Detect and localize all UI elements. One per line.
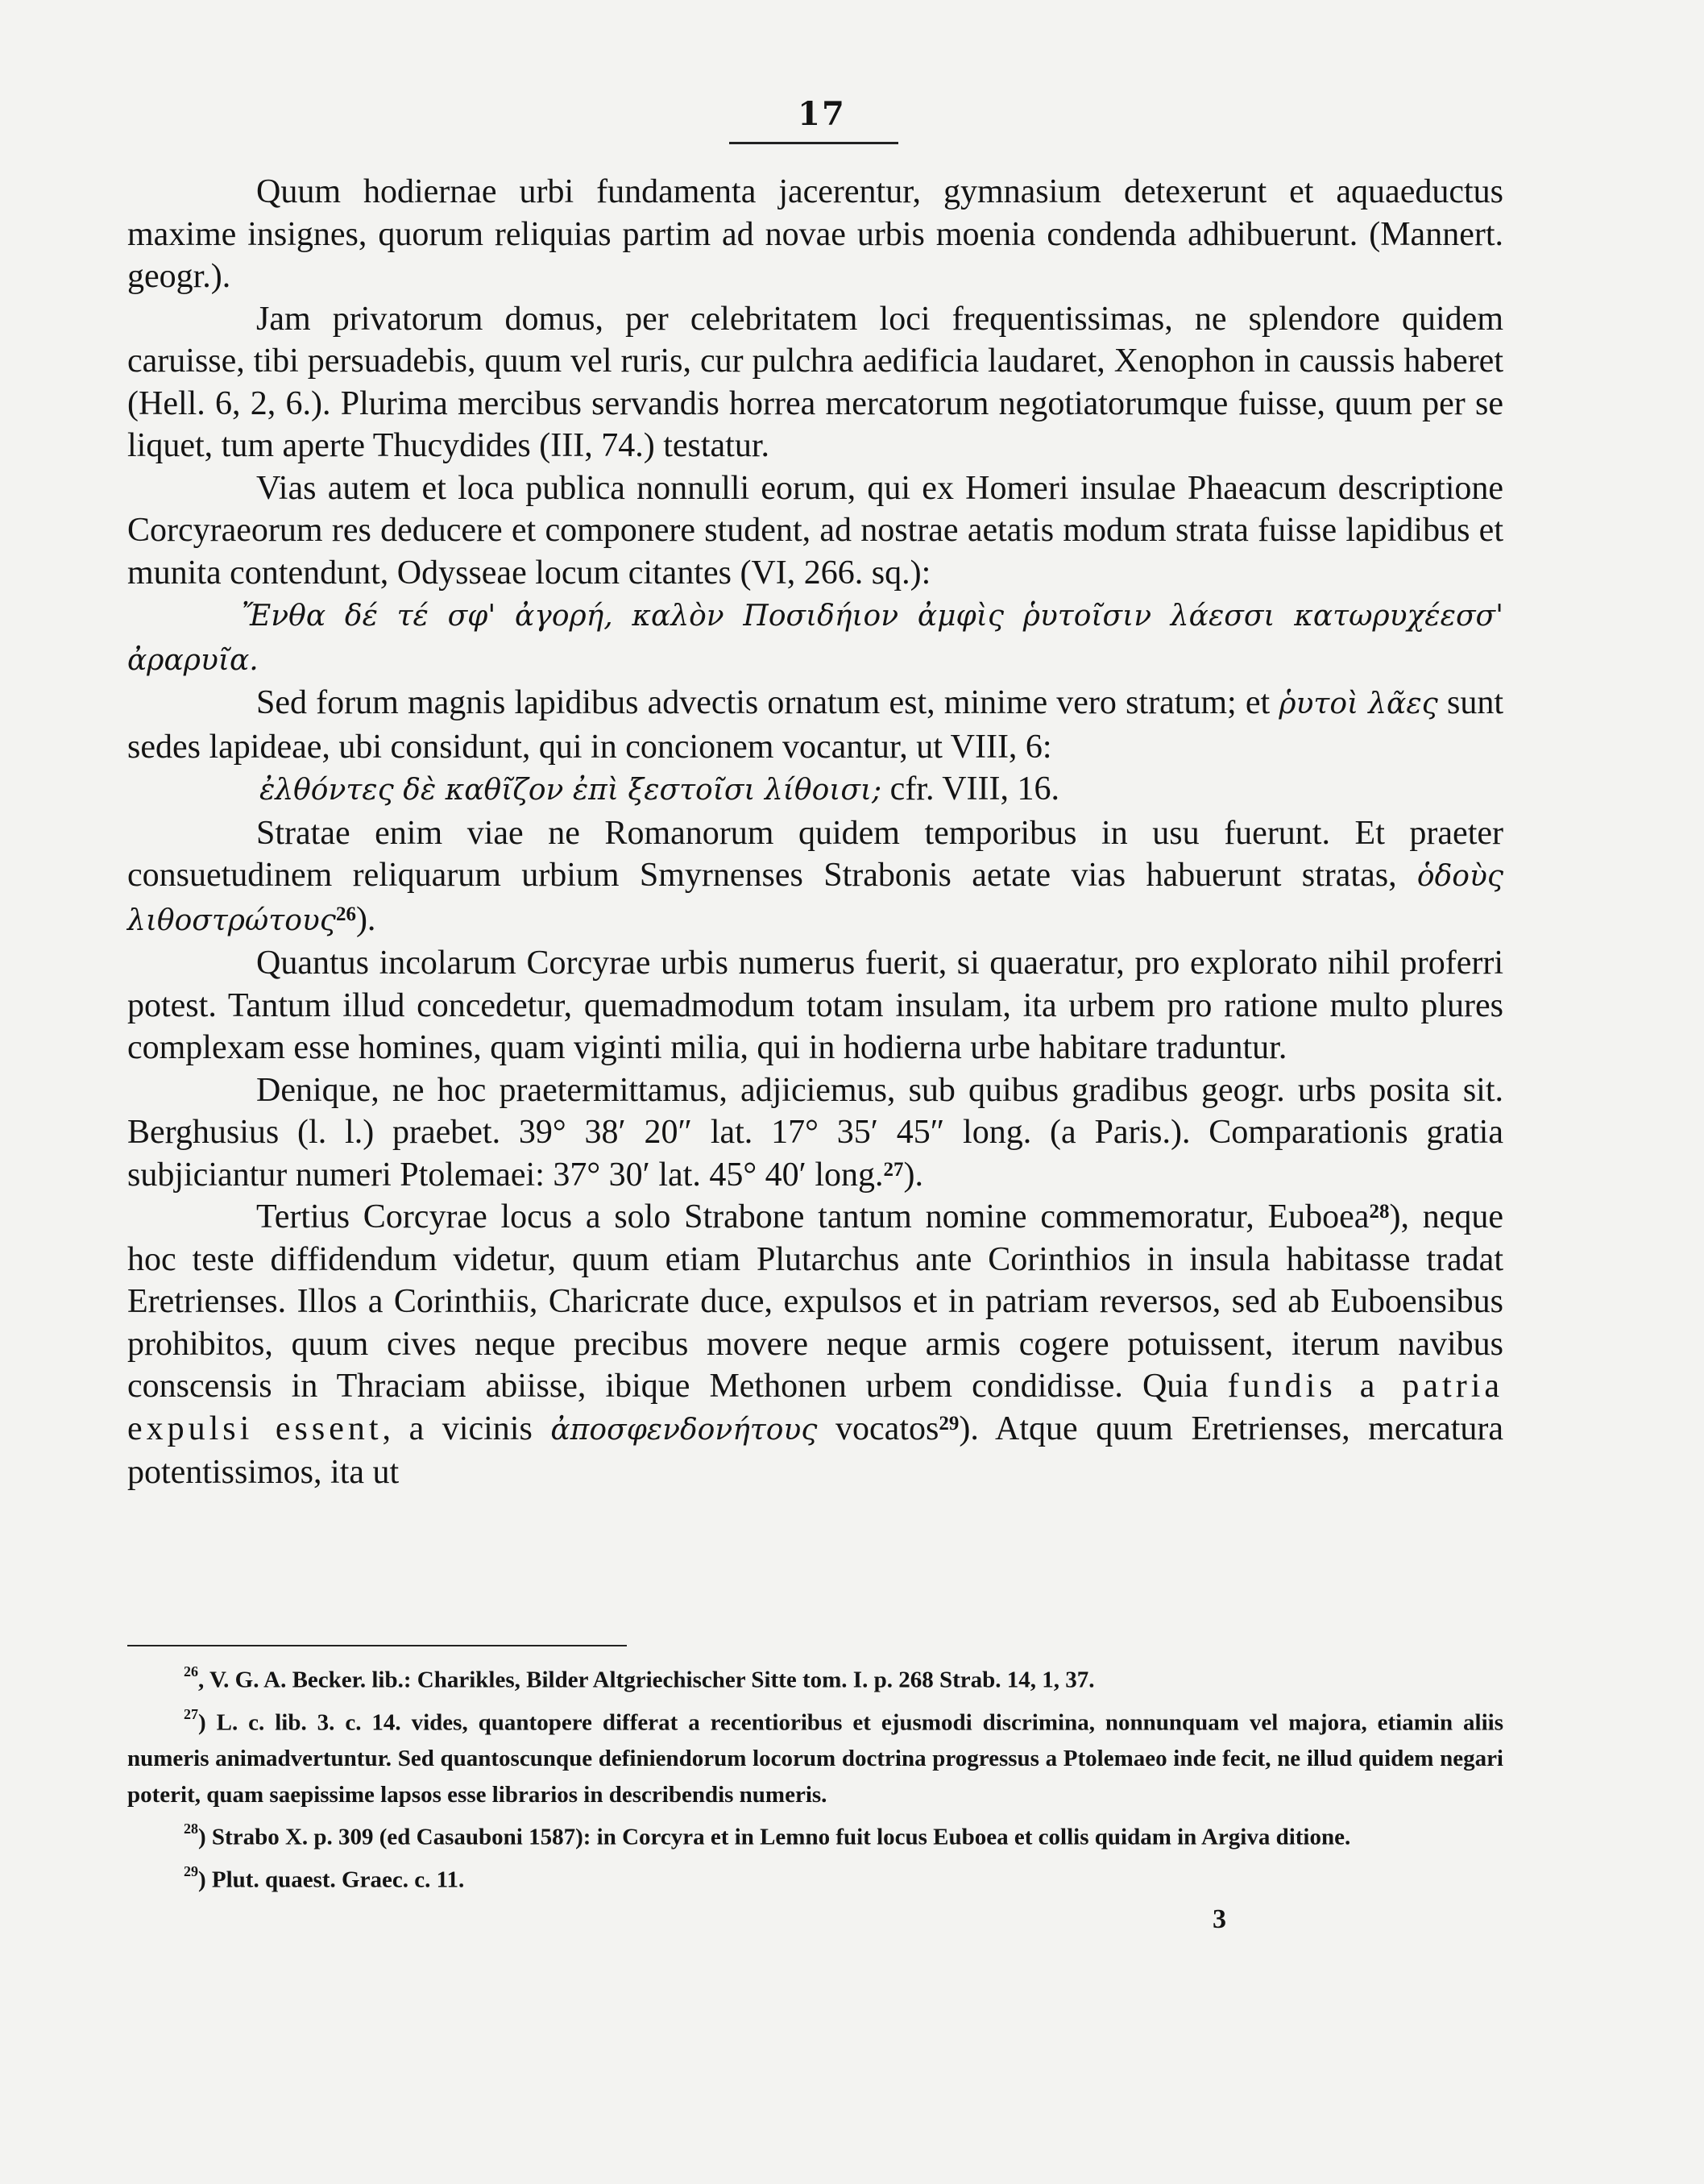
p4-greek-b: ἐλθόντες δὲ καθῖζον ἐπὶ ξεστοῖσι λίθοισι; [259,774,882,807]
p8-text-d: vocatos [835,1410,939,1447]
homer-quote [127,594,1503,682]
paragraph-1: Quum hodiernae urbi fundamenta jacerentur, gymnasium detexerunt et aquaeductus maxime insignes, quorum reliquias partim ad novae urbis moenia condenda adhibuerunt. (Mannert. geogr.). [127,173,1503,295]
footnote-28 [127,1813,1503,1856]
p7-text-a: Denique, ne hoc praetermittamus, adjiciemus, sub quibus gradibus geogr. urbs posita sit. Berghusius (l. l.) praebet. 39° 38′ 20″ lat. 17° 35′ 45″ long. (a Paris.). Comparationis gratia subjiciantur numeri Ptolemaei: 37° 30′ lat. 45° 40′ long. [127,1071,1503,1194]
footnote-num: 26 [184,1663,198,1680]
footnote-29 [127,1856,1503,1899]
p5-text-a: Stratae enim viae ne Romanorum quidem temporibus in usu fuerunt. Et praeter consuetudinem reliquarum urbium Smyrnenses Strabonis aetate vias habuerunt stratas, [127,814,1503,894]
p8-text-b: ), neque hoc teste diffidendum videtur, quum etiam Plutarchus ante Corinthios in insula habitasse tradat Eretrienses. Illos a Corinthiis, Charicrate duce, expulsos et in patriam reversos, sed ab Euboensibus prohibitos, quum cives neque precibus movere neque armis cogere potuissent, iterum navibus conscensis in Thraciam abiisse, ibique Methonen urbem condidisse. Quia [127,1198,1503,1405]
footnote-ref-27[interactable]: 27 [883,1158,904,1181]
p5-greek: ὁδοὺς λιθοστρώτους [127,860,1503,937]
header-rule [729,142,898,144]
footnote-text: ) Strabo X. p. 309 (ed Casauboni 1587): in Corcyra et in Lemno fuit locus Euboea et collis quidam in Argiva ditione. [198,1824,1351,1850]
page-number: 17 [798,95,846,133]
footnote-text: ) Plut. quaest. Graec. c. 11. [198,1866,465,1893]
paragraph-4-greek-line [127,768,1503,812]
paragraph-2: Jam privatorum domus, per celebritatem loci frequentissimas, ne splendore quidem caruisse, tibi persuadebis, quum vel ruris, cur pulchra aedificia laudaret, Xenophon in caussis haberet (Hell. 6, 2, 6.). Plurima mercibus servandis horrea mercatorum negotiatorumque fuisse, quum per se liquet, tum aperte Thucydides (III, 74.) testatur. [127,300,1503,464]
p4-text-b: sunt sedes lapideae, ubi considunt, qui in concionem vocantur, ut VIII, 6: [127,684,1504,766]
footnote-27 [127,1699,1503,1814]
footnote-text: , V. G. A. Becker. lib.: Charikles, Bilder Altgriechischer Sitte tom. I. p. 268 Strab. 14, 1, 37. [198,1667,1095,1693]
main-text [127,171,1503,1494]
footnotes [127,1656,1503,1899]
footnote-text: ) L. c. lib. 3. c. 14. vides, quantopere differat a recentioribus et ejusmodi discrimina, nonnunquam vel majora, etiamin aliis numeris animadvertuntur. Sed quantoscunque definiendorum locorum doctrina progressus a Ptolemaeo inde fecit, ne illud quidem negari poterit, quam saepissime lapsos esse librarios in describendis numeris. [127,1709,1503,1808]
p5-text-b: ). [355,900,376,938]
paragraph-6: Quantus incolarum Corcyrae urbis numerus fuerit, si quaeratur, pro explorato nihil proferri potest. Tantum illud concedetur, quemadmodum totam insulam, ita urbem pro ratione multo plures complexam esse homines, quam viginti milia, qui in hodierna urbe habitare traduntur. [127,945,1503,1066]
footnote-ref-29[interactable]: 29 [939,1412,960,1435]
footnote-num: 27 [184,1705,198,1722]
footnote-num: 28 [184,1821,198,1837]
greek-quote-text: Ἔνθα δέ τέ σφ' ἀγορή, καλὸν Ποσιδήιον ἀμφὶς ῥυτοῖσιν λάεσσι κατωρυχέεσσ' ἀραρυῖα. [127,600,1503,677]
p4-text-c: cfr. VIII, 16. [889,770,1059,808]
footnote-rule [127,1645,627,1646]
paragraph-8 [127,1196,1503,1494]
signature-mark: 3 [1213,1904,1226,1934]
paragraph-4 [127,682,1503,768]
footnote-ref-26[interactable]: 26 [335,903,356,925]
p8-text-a: Tertius Corcyrae locus a solo Strabone tantum nomine commemoratur, Euboea [256,1198,1370,1235]
p8-text-e: ). Atque quum Eretrienses, mercatura potentissimos, ita ut [127,1410,1504,1491]
paragraph-3: Vias autem et loca publica nonnulli eorum, qui ex Homeri insulae Phaeacum descriptione Corcyraeorum res deducere et componere student, ad nostrae aetatis modum strata fuisse lapidibus et munita contendunt, Odysseae locum citantes (VI, 266. sq.): [127,469,1503,592]
paragraph-7 [127,1069,1503,1197]
p7-text-b: ). [903,1156,923,1194]
footnote-26 [127,1656,1503,1699]
footnote-num: 29 [184,1862,198,1879]
p4-greek-a: ῥυτοὶ λᾶες [1279,687,1438,720]
p8-text-c: , a vicinis [382,1410,533,1447]
footnote-ref-28[interactable]: 28 [1369,1201,1390,1223]
p8-spaced-text: fundis a patria expulsi essent [127,1368,1504,1447]
p8-greek: ἀποσφενδονήτους [550,1413,818,1447]
paragraph-5 [127,812,1503,943]
p4-text-a: Sed forum magnis lapidibus advectis ornatum est, minime vero stratum; et [256,684,1271,721]
